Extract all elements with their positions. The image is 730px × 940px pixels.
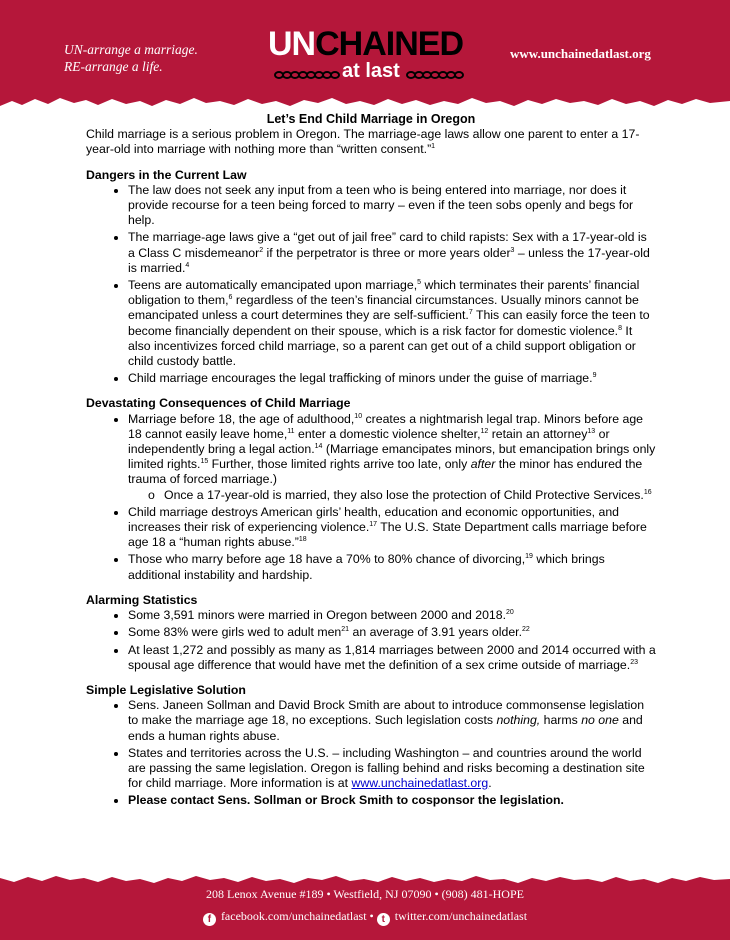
footnote-ref: 17 (369, 520, 378, 528)
footnote-ref: 1 (431, 143, 436, 151)
footer-social (0, 909, 730, 926)
bullet-text: or independently bring a legal action. (128, 426, 610, 457)
emphasis-text: no one (581, 713, 619, 728)
bullet-text: Further, those limited rights arrive too late, only (208, 457, 471, 472)
emphasis-text: after (470, 457, 496, 472)
footnote-ref: 11 (287, 427, 295, 435)
bullet-text: creates a nightmarish legal trap. Minors before age 18 cannot easily leave home, (128, 411, 644, 441)
list-item (128, 625, 656, 640)
footnote-ref: 18 (298, 536, 307, 544)
website-hyperlink[interactable]: www.unchainedatlast.org (351, 776, 489, 791)
list-item (128, 746, 656, 792)
bullet-text: Marriage before 18, the age of adulthood, (128, 411, 355, 426)
tagline (64, 41, 198, 75)
list-item (128, 183, 656, 229)
bullet-text: Some 3,591 minors were married in Oregon between 2000 and 2018. (128, 608, 507, 623)
torn-edge-bottom (0, 92, 730, 112)
intro-paragraph (86, 127, 656, 157)
footnote-ref: 6 (228, 294, 233, 302)
footnote-ref: 5 (417, 278, 422, 286)
footnote-ref: 14 (314, 442, 323, 450)
list-item (128, 230, 656, 276)
footnote-ref: 15 (200, 458, 209, 466)
list-item (128, 278, 656, 369)
footnote-ref: 19 (525, 553, 533, 561)
chain-right-icon (406, 70, 464, 80)
section-heading-solution: Simple Legislative Solution (86, 682, 246, 697)
footnote-ref: 13 (587, 427, 596, 435)
footnote-ref: 10 (354, 412, 363, 420)
bullet-text: The U.S. State Department calls marriage before age 18 a “human rights abuse.” (128, 520, 647, 550)
bullet-text: Some 83% were girls wed to adult men (128, 625, 342, 640)
facebook-icon: f (203, 913, 216, 926)
bullet-text: if the perpetrator is three or more years older (263, 245, 511, 260)
twitter-link[interactable]: twitter.com/unchainedatlast (394, 909, 528, 923)
bullet-text: an average of 3.91 years older. (349, 625, 523, 640)
bullet-text: The law does not seek any input from a teen who is being entered into marriage, nor does it provide recourse for a teen being forced to marry – even if the teen sobs openly and begs for help. (128, 182, 634, 228)
bullet-text: which brings additional instability and hardship. (128, 552, 605, 582)
footnote-ref: 20 (506, 609, 514, 616)
bullet-text: enter a domestic violence shelter, (294, 426, 481, 441)
facebook-link[interactable]: facebook.com/unchainedatlast (220, 909, 367, 923)
bullet-text: Once a 17-year-old is married, they also lose the protection of Child Protective Services. (164, 487, 644, 502)
bullet-text: Child marriage encourages the legal trafficking of minors under the guise of marriage. (128, 371, 593, 386)
footnote-ref: 8 (618, 324, 622, 332)
section-heading-consequences: Devastating Consequences of Child Marriage (86, 396, 351, 411)
call-to-action-text: Please contact Sens. Sollman or Brock Smith to cosponsor the legislation. (128, 793, 564, 808)
footnote-ref: 2 (259, 246, 264, 254)
list-item (128, 412, 656, 503)
footnote-ref: 4 (185, 261, 190, 269)
bullet-text: It also incentivizes forced child marriage, so a parent can get out of a child support obligation or child custody battle. (128, 323, 636, 369)
section-heading-statistics: Alarming Statistics (86, 592, 198, 607)
logo-un: UN (268, 25, 316, 63)
footnote-ref: 3 (510, 246, 515, 254)
twitter-icon: t (377, 913, 390, 926)
footer-separator: • (369, 909, 374, 923)
bullet-text: and ends a human rights abuse. (128, 713, 643, 743)
statistics-list (86, 608, 656, 673)
footer-address: 208 Lenox Avenue #189 • Westfield, NJ 07090 • (908) 481-HOPE (206, 887, 524, 901)
bullet-text: retain an attorney (488, 426, 588, 441)
document-body (86, 112, 656, 811)
list-item (128, 793, 656, 808)
intro-text: Child marriage is a serious problem in Oregon. The marriage-age laws allow one parent to enter a 17-year-old into marriage with nothing more than “written consent.” (86, 127, 640, 157)
bullet-text: Child marriage destroys American girls’ health, education and economic opportunities, and increases their risk of experiencing violence. (128, 504, 620, 535)
footnote-ref: 12 (480, 427, 489, 435)
bullet-text: Sens. Janeen Sollman and David Brock Smith are about to introduce commonsense legislation to make the marriage age 18, no exceptions. Such legislation costs (128, 698, 645, 728)
bullet-text: Teens are automatically emancipated upon marriage, (128, 278, 418, 293)
chain-left-icon (274, 70, 340, 80)
bullet-text: States and territories across the U.S. – including Washington – and countries around the world are passing the same legislation. Oregon is falling behind and risks becoming a destination site for child marriage. More information is at (128, 745, 645, 791)
logo-chained: CHAINED (315, 25, 464, 63)
bullet-text: the minor has endured the trauma of forced marriage.) (128, 457, 643, 487)
bullet-text: (Marriage emancipates minors, but emancipation brings only limited rights. (128, 442, 656, 472)
bullet-text: harms (540, 713, 582, 728)
consequences-sublist (128, 488, 656, 503)
torn-edge-top (0, 872, 730, 886)
tagline-line-1: UN-arrange a marriage. (64, 42, 198, 57)
dangers-list (86, 183, 656, 387)
document-title: Let’s End Child Marriage in Oregon (266, 112, 476, 126)
footnote-ref: 16 (643, 488, 652, 496)
bullet-text: regardless of the teen’s financial circumstances. Usually minors cannot be emancipated unless a court determines they are self-sufficient. (128, 293, 639, 323)
footnote-ref: 9 (592, 372, 597, 380)
footnote-ref: 7 (468, 309, 473, 317)
bullet-text: At least 1,272 and possibly as many as 1,814 marriages between 2000 and 2014 occurred with a spousal age difference that would have met the definition of a sex crime outside of marriage. (128, 642, 656, 672)
consequences-list (86, 412, 656, 583)
list-item (128, 608, 656, 623)
bullet-text: – unless the 17-year-old is married. (128, 245, 650, 275)
header-banner (0, 0, 730, 112)
footnote-ref: 23 (630, 658, 638, 666)
bullet-text: Those who marry before age 18 have a 70% to 80% chance of divorcing, (128, 552, 526, 567)
footer-banner (0, 872, 730, 940)
section-heading-dangers: Dangers in the Current Law (86, 167, 247, 182)
list-item (128, 643, 656, 673)
solution-list (86, 698, 656, 808)
footnote-ref: 21 (341, 626, 350, 634)
bullet-text: This can easily force the teen to become financially dependent on their spouse, which is a risk factor for domestic violence. (128, 308, 650, 338)
footnote-ref: 22 (522, 626, 530, 634)
bullet-text: The marriage-age laws give a “get out of jail free” card to child rapists: Sex with a 17-year-old is a Class C misdemeanor (128, 230, 647, 260)
bullet-text: which terminates their parents’ financial obligation to them, (128, 278, 640, 308)
list-item (128, 552, 656, 582)
list-item (128, 698, 656, 744)
bullet-text: . (488, 776, 492, 791)
logo-wordmark (268, 26, 463, 62)
unchained-logo (268, 26, 468, 86)
logo-at-last: at last (342, 60, 400, 82)
tagline-line-2: RE-arrange a life. (64, 59, 163, 74)
emphasis-text: nothing, (496, 713, 541, 728)
list-item (128, 371, 656, 386)
sub-list-item (164, 488, 656, 503)
list-item (128, 505, 656, 551)
website-link[interactable]: www.unchainedatlast.org (510, 46, 651, 61)
